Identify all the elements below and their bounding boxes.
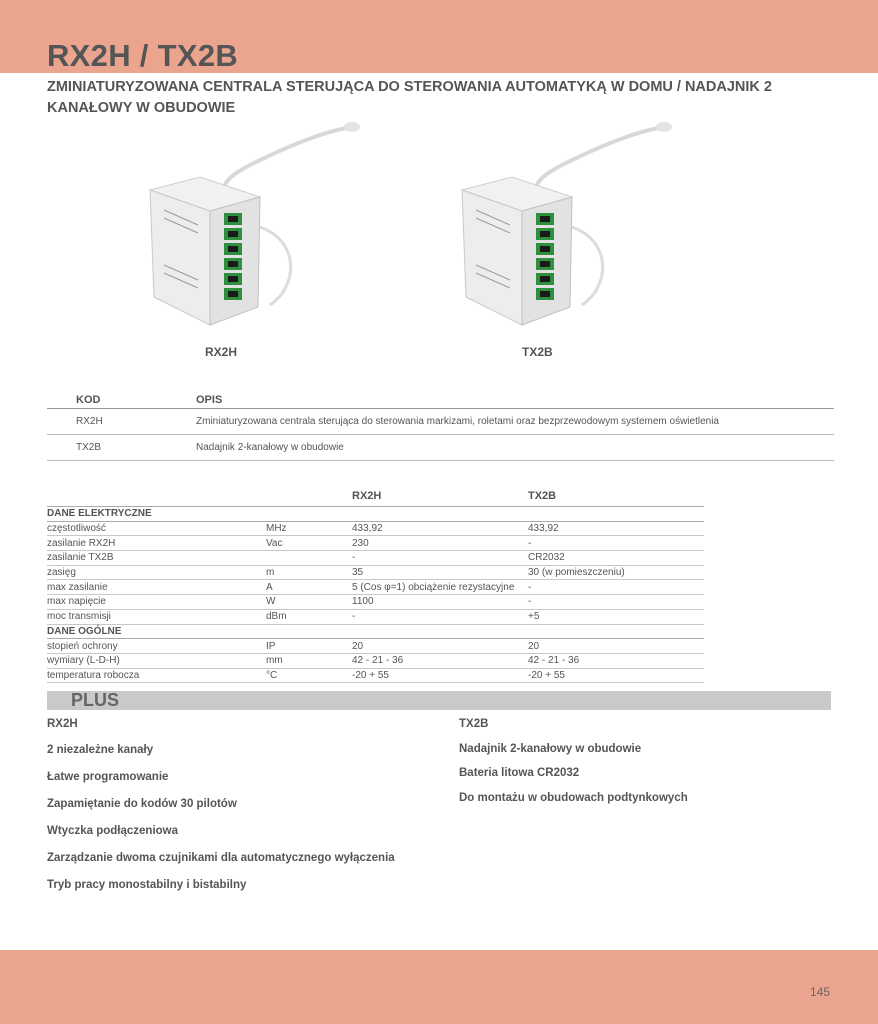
spec-table [47,487,704,683]
spec-tx: 30 (w pomieszczeniu) [528,565,704,580]
page-title: RX2H / TX2B [47,38,239,73]
list-item: Bateria litowa CR2032 [459,767,580,779]
code-table [47,388,834,461]
spec-tx: - [528,580,704,595]
spec-key: wymiary (L-D-H) [47,653,266,668]
spec-rx: 20 [352,639,528,654]
spec-row [47,668,704,683]
desc-cell: Nadajnik 2-kanałowy w obudowie [196,435,834,461]
rx2h-caption: RX2H [205,345,238,359]
list-item: 2 niezależne kanały [47,744,154,756]
desc-cell: Zminiaturyzowana centrala sterująca do sterowania markizami, roletami oraz bezprzewodowym systemem oświetlenia [196,409,834,435]
spec-unit: mm [266,653,352,668]
spec-unit: dBm [266,609,352,624]
list-item: RX2H [47,718,78,730]
list-item: Zapamiętanie do kodów 30 pilotów [47,798,237,810]
code-table-header [47,388,834,409]
spec-tx: -20 + 55 [528,668,704,683]
list-item: Wtyczka podłączeniowa [47,825,179,837]
list-item: Zarządzanie dwoma czujnikami dla automatycznego wyłączenia [47,852,395,864]
spec-tx: - [528,595,704,610]
spec-key: zasilanie TX2B [47,551,266,566]
spec-unit: MHz [266,521,352,536]
spec-tx: CR2032 [528,551,704,566]
spec-key: zasięg [47,565,266,580]
spec-tx: 20 [528,639,704,654]
spec-key: max napięcie [47,595,266,610]
spec-table-header [47,487,704,507]
spec-rx: - [352,609,528,624]
spec-rx: 230 [352,536,528,551]
code-cell: TX2B [47,435,196,461]
page-number: 145 [810,985,831,999]
desc-header: OPIS [196,388,834,409]
spec-row [47,536,704,551]
spec-row [47,565,704,580]
table-row [47,409,834,435]
spec-col-tx2b: TX2B [528,487,704,507]
spec-row [47,639,704,654]
spec-key: temperatura robocza [47,668,266,683]
spec-rx: -20 + 55 [352,668,528,683]
tx2b-caption: TX2B [522,345,553,359]
section-row [47,624,704,639]
table-row [47,435,834,461]
spec-col-rx2h: RX2H [352,487,528,507]
section-general: DANE OGÓLNE [47,624,704,639]
list-item: Tryb pracy monostabilny i bistabilny [47,879,247,891]
rx2h-product-image [140,115,380,335]
section-row [47,507,704,522]
spec-rx: 1100 [352,595,528,610]
spec-unit [266,551,352,566]
section-electric: DANE ELEKTRYCZNE [47,507,704,522]
spec-unit: m [266,565,352,580]
spec-tx: +5 [528,609,704,624]
spec-tx: 433,92 [528,521,704,536]
spec-rx: 35 [352,565,528,580]
list-item: Łatwe programowanie [47,771,169,783]
spec-key: max zasilanie [47,580,266,595]
spec-key: częstotliwość [47,521,266,536]
spec-row [47,551,704,566]
spec-rx: 5 (Cos φ=1) obciążenie rezystacyjne [352,580,528,595]
spec-key: stopień ochrony [47,639,266,654]
spec-key: zasilanie RX2H [47,536,266,551]
spec-unit: °C [266,668,352,683]
spec-tx: - [528,536,704,551]
spec-unit: Vac [266,536,352,551]
spec-unit: W [266,595,352,610]
plus-bar [47,691,831,710]
footer-band [0,950,878,1024]
spec-row [47,595,704,610]
spec-rx: 433,92 [352,521,528,536]
plus-title: PLUS [71,690,120,710]
spec-unit: A [266,580,352,595]
spec-key: moc transmisji [47,609,266,624]
code-header: KOD [47,388,196,409]
spec-tx: 42 - 21 - 36 [528,653,704,668]
page-subtitle: ZMINIATURYZOWANA CENTRALA STERUJĄCA DO STEROWANIA AUTOMATYKĄ W DOMU / NADAJNIK 2 KANAŁOWY W OBUDOWIE [47,79,772,116]
spec-rx: - [352,551,528,566]
spec-unit: IP [266,639,352,654]
list-item: Nadajnik 2-kanałowy w obudowie [459,743,642,755]
spec-row [47,580,704,595]
code-cell: RX2H [47,409,196,435]
spec-row [47,653,704,668]
spec-row [47,521,704,536]
list-item: TX2B [459,718,489,730]
list-item: Do montażu w obudowach podtynkowych [459,792,688,804]
spec-rx: 42 - 21 - 36 [352,653,528,668]
spec-row [47,609,704,624]
tx2b-product-image [452,115,692,335]
